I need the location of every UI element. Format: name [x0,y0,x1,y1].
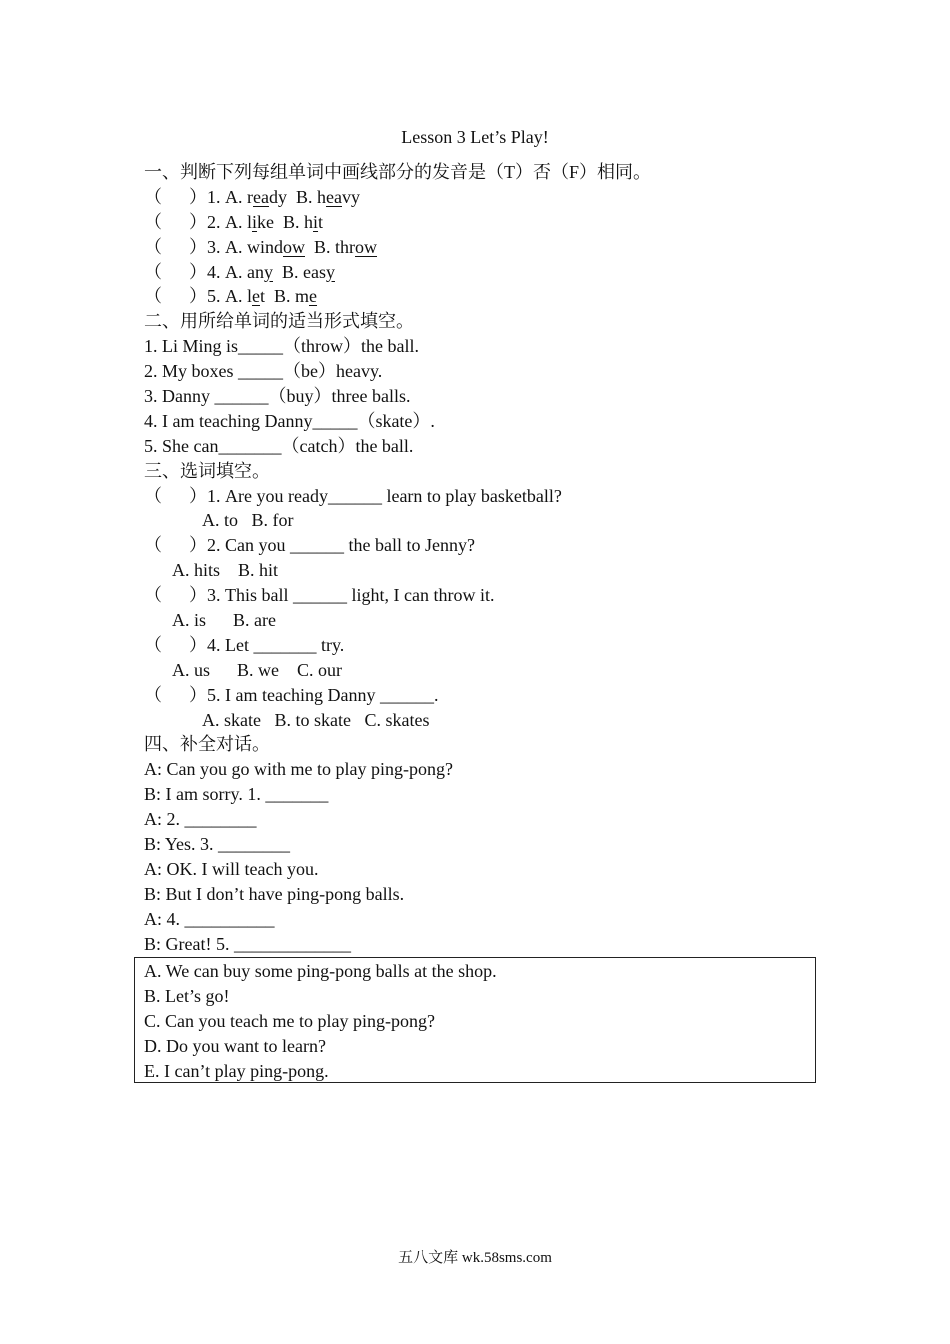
dialogue-option: E. I can’t play ping-pong. [144,1060,329,1081]
phonics-item: （ ）3. A. window B. throw [144,236,378,257]
dialogue-line: B: Yes. 3. ________ [144,834,291,855]
choice-options: A. skate B. to skate C. skates [202,709,430,730]
section1-heading: 一、判断下列每组单词中画线部分的发音是（T）否（F）相同。 [144,162,652,182]
dialogue-line: A: OK. I will teach you. [144,858,319,879]
choice-question: （ ）4. Let _______ try. [144,634,345,655]
dialogue-line: B: But I don’t have ping-pong balls. [144,883,405,904]
fill-blank-item: 5. She can_______（catch）the ball. [144,435,414,456]
dialogue-options-box [134,957,816,1083]
phonics-item: （ ）4. A. any B. easy [144,261,335,282]
choice-options: A. us B. we C. our [172,659,342,680]
choice-options: A. to B. for [202,510,294,531]
dialogue-option: C. Can you teach me to play ping-pong? [144,1010,435,1031]
dialogue-line: B: I am sorry. 1. _______ [144,784,329,805]
phonics-item: （ ）2. A. like B. hit [144,211,324,232]
fill-blank-item: 3. Danny ______（buy）three balls. [144,386,411,407]
phonics-item: （ ）5. A. let B. me [144,286,318,307]
dialogue-line: B: Great! 5. _____________ [144,933,351,954]
choice-options: A. hits B. hit [172,560,279,581]
dialogue-option: B. Let’s go! [144,985,230,1006]
choice-question: （ ）3. This ball ______ light, I can throw it. [144,585,495,606]
choice-options: A. is B. are [172,610,276,631]
section2-heading: 二、用所给单词的适当形式填空。 [144,311,414,332]
dialogue-option: A. We can buy some ping-pong balls at the shop. [144,961,497,981]
dialogue-line: A: 2. ________ [144,809,257,830]
section4-heading: 四、补全对话。 [144,734,270,755]
fill-blank-item: 2. My boxes _____（be）heavy. [144,361,383,382]
page-title: Lesson 3 Let’s Play! [401,127,549,147]
dialogue-option: D. Do you want to learn? [144,1035,326,1056]
phonics-item: （ ）1. A. ready B. heavy [144,186,360,207]
worksheet-content [144,160,824,957]
choice-question: （ ）5. I am teaching Danny ______. [144,684,439,705]
fill-blank-item: 1. Li Ming is_____（throw）the ball. [144,336,419,357]
choice-question: （ ）1. Are you ready______ learn to play basketball? [144,485,562,506]
footer-watermark: 五八文库 wk.58sms.com [398,1250,552,1266]
section3-heading: 三、选词填空。 [144,460,270,481]
choice-question: （ ）2. Can you ______ the ball to Jenny? [144,535,475,556]
dialogue-line: A: 4. __________ [144,908,275,929]
dialogue-line: A: Can you go with me to play ping-pong? [144,759,453,780]
fill-blank-item: 4. I am teaching Danny_____（skate）. [144,410,435,431]
